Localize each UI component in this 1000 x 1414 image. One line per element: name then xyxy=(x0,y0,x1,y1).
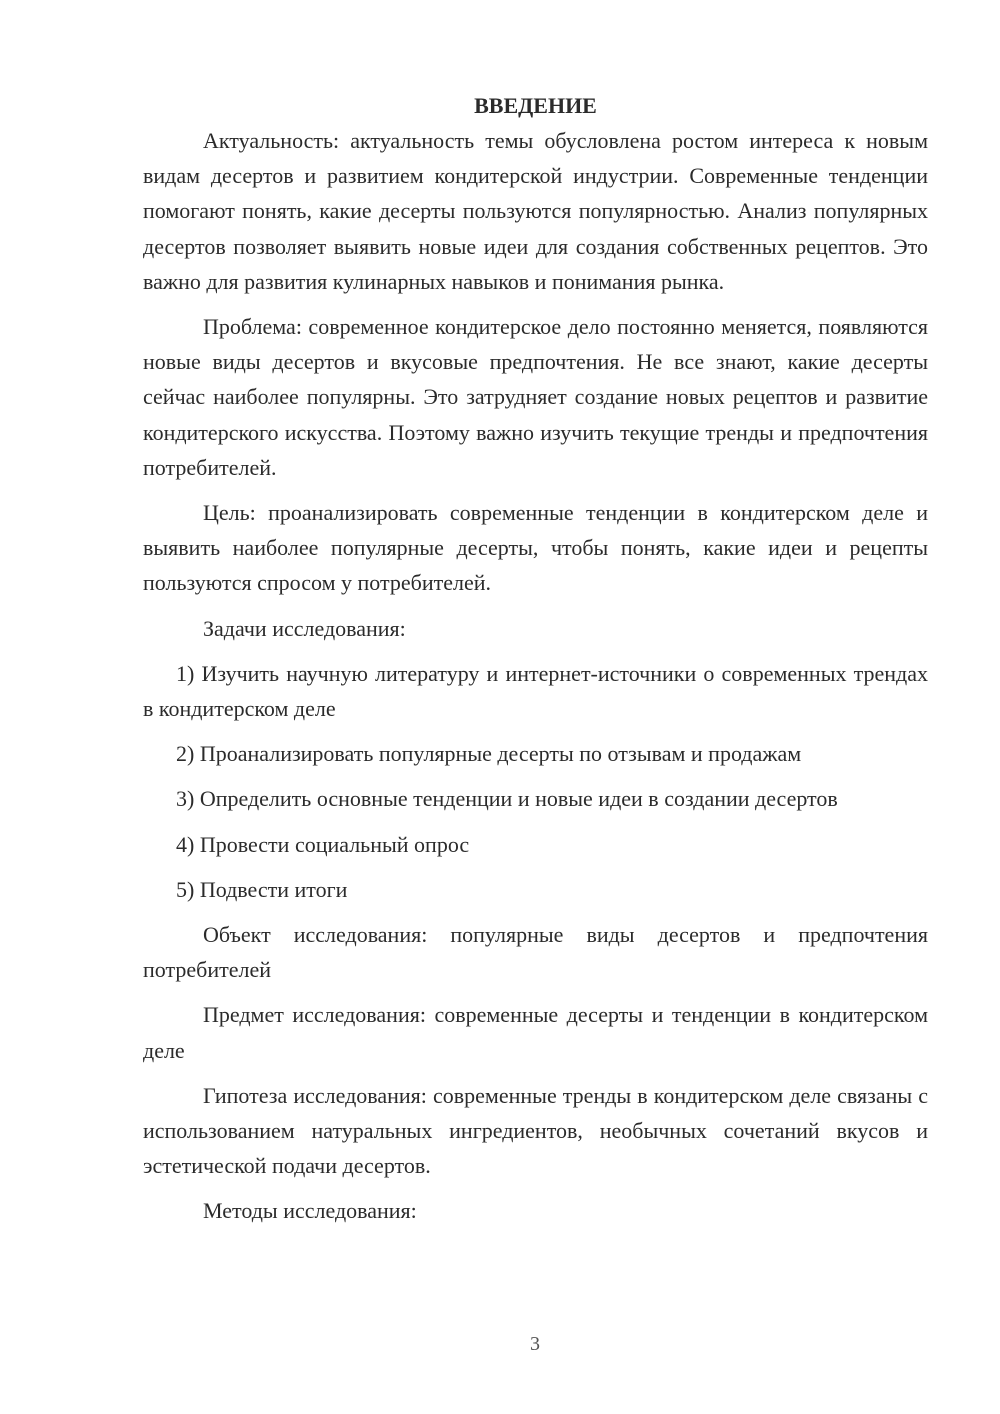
task-item: 1) Изучить научную литературу и интернет-источники о современных трендах в кондитерском деле xyxy=(143,660,928,722)
paragraph-relevance: Актуальность: актуальность темы обусловлена ростом интереса к новым видам десертов и развитием кондитерской индустрии. Современные тенденции помогают понять, какие десерты пользуются популярностью. Анализ популярных десертов позволяет выявить новые идеи для создания собственных рецептов. Это важно для развития кулинарных навыков и понимания рынка. xyxy=(143,128,928,294)
paragraph-subject: Предмет исследования: современные десерты и тенденции в кондитерском деле xyxy=(143,1002,928,1063)
methods-heading: Методы исследования: xyxy=(203,1198,417,1224)
task-item: 5) Подвести итоги xyxy=(176,876,348,902)
paragraph-object: Объект исследования: популярные виды десертов и предпочтения потребителей xyxy=(143,922,928,983)
tasks-heading: Задачи исследования: xyxy=(203,615,406,641)
task-item: 4) Провести социальный опрос xyxy=(176,831,470,857)
document-page xyxy=(143,88,928,1229)
paragraph-goal: Цель: проанализировать современные тенденции в кондитерском деле и выявить наиболее популярные десерты, чтобы понять, какие идеи и рецепты пользуются спросом у потребителей. xyxy=(143,500,928,596)
document-title: ВВЕДЕНИЕ xyxy=(474,93,597,118)
page-number: 3 xyxy=(530,1333,540,1355)
task-item: 2) Проанализировать популярные десерты по отзывам и продажам xyxy=(176,741,802,767)
paragraph-hypothesis: Гипотеза исследования: современные тренды в кондитерском деле связаны с использованием натуральных ингредиентов, необычных сочетаний вкусов и эстетической подачи десертов. xyxy=(143,1082,928,1179)
task-item: 3) Определить основные тенденции и новые идеи в создании десертов xyxy=(176,786,838,812)
paragraph-problem: Проблема: современное кондитерское дело постоянно меняется, появляются новые виды десертов и вкусовые предпочтения. Не все знают, какие десерты сейчас наиболее популярны. Это затрудняет создание новых рецептов и развитие кондитерского искусства. Поэтому важно изучить текущие тренды и предпочтения потребителей. xyxy=(143,314,928,480)
